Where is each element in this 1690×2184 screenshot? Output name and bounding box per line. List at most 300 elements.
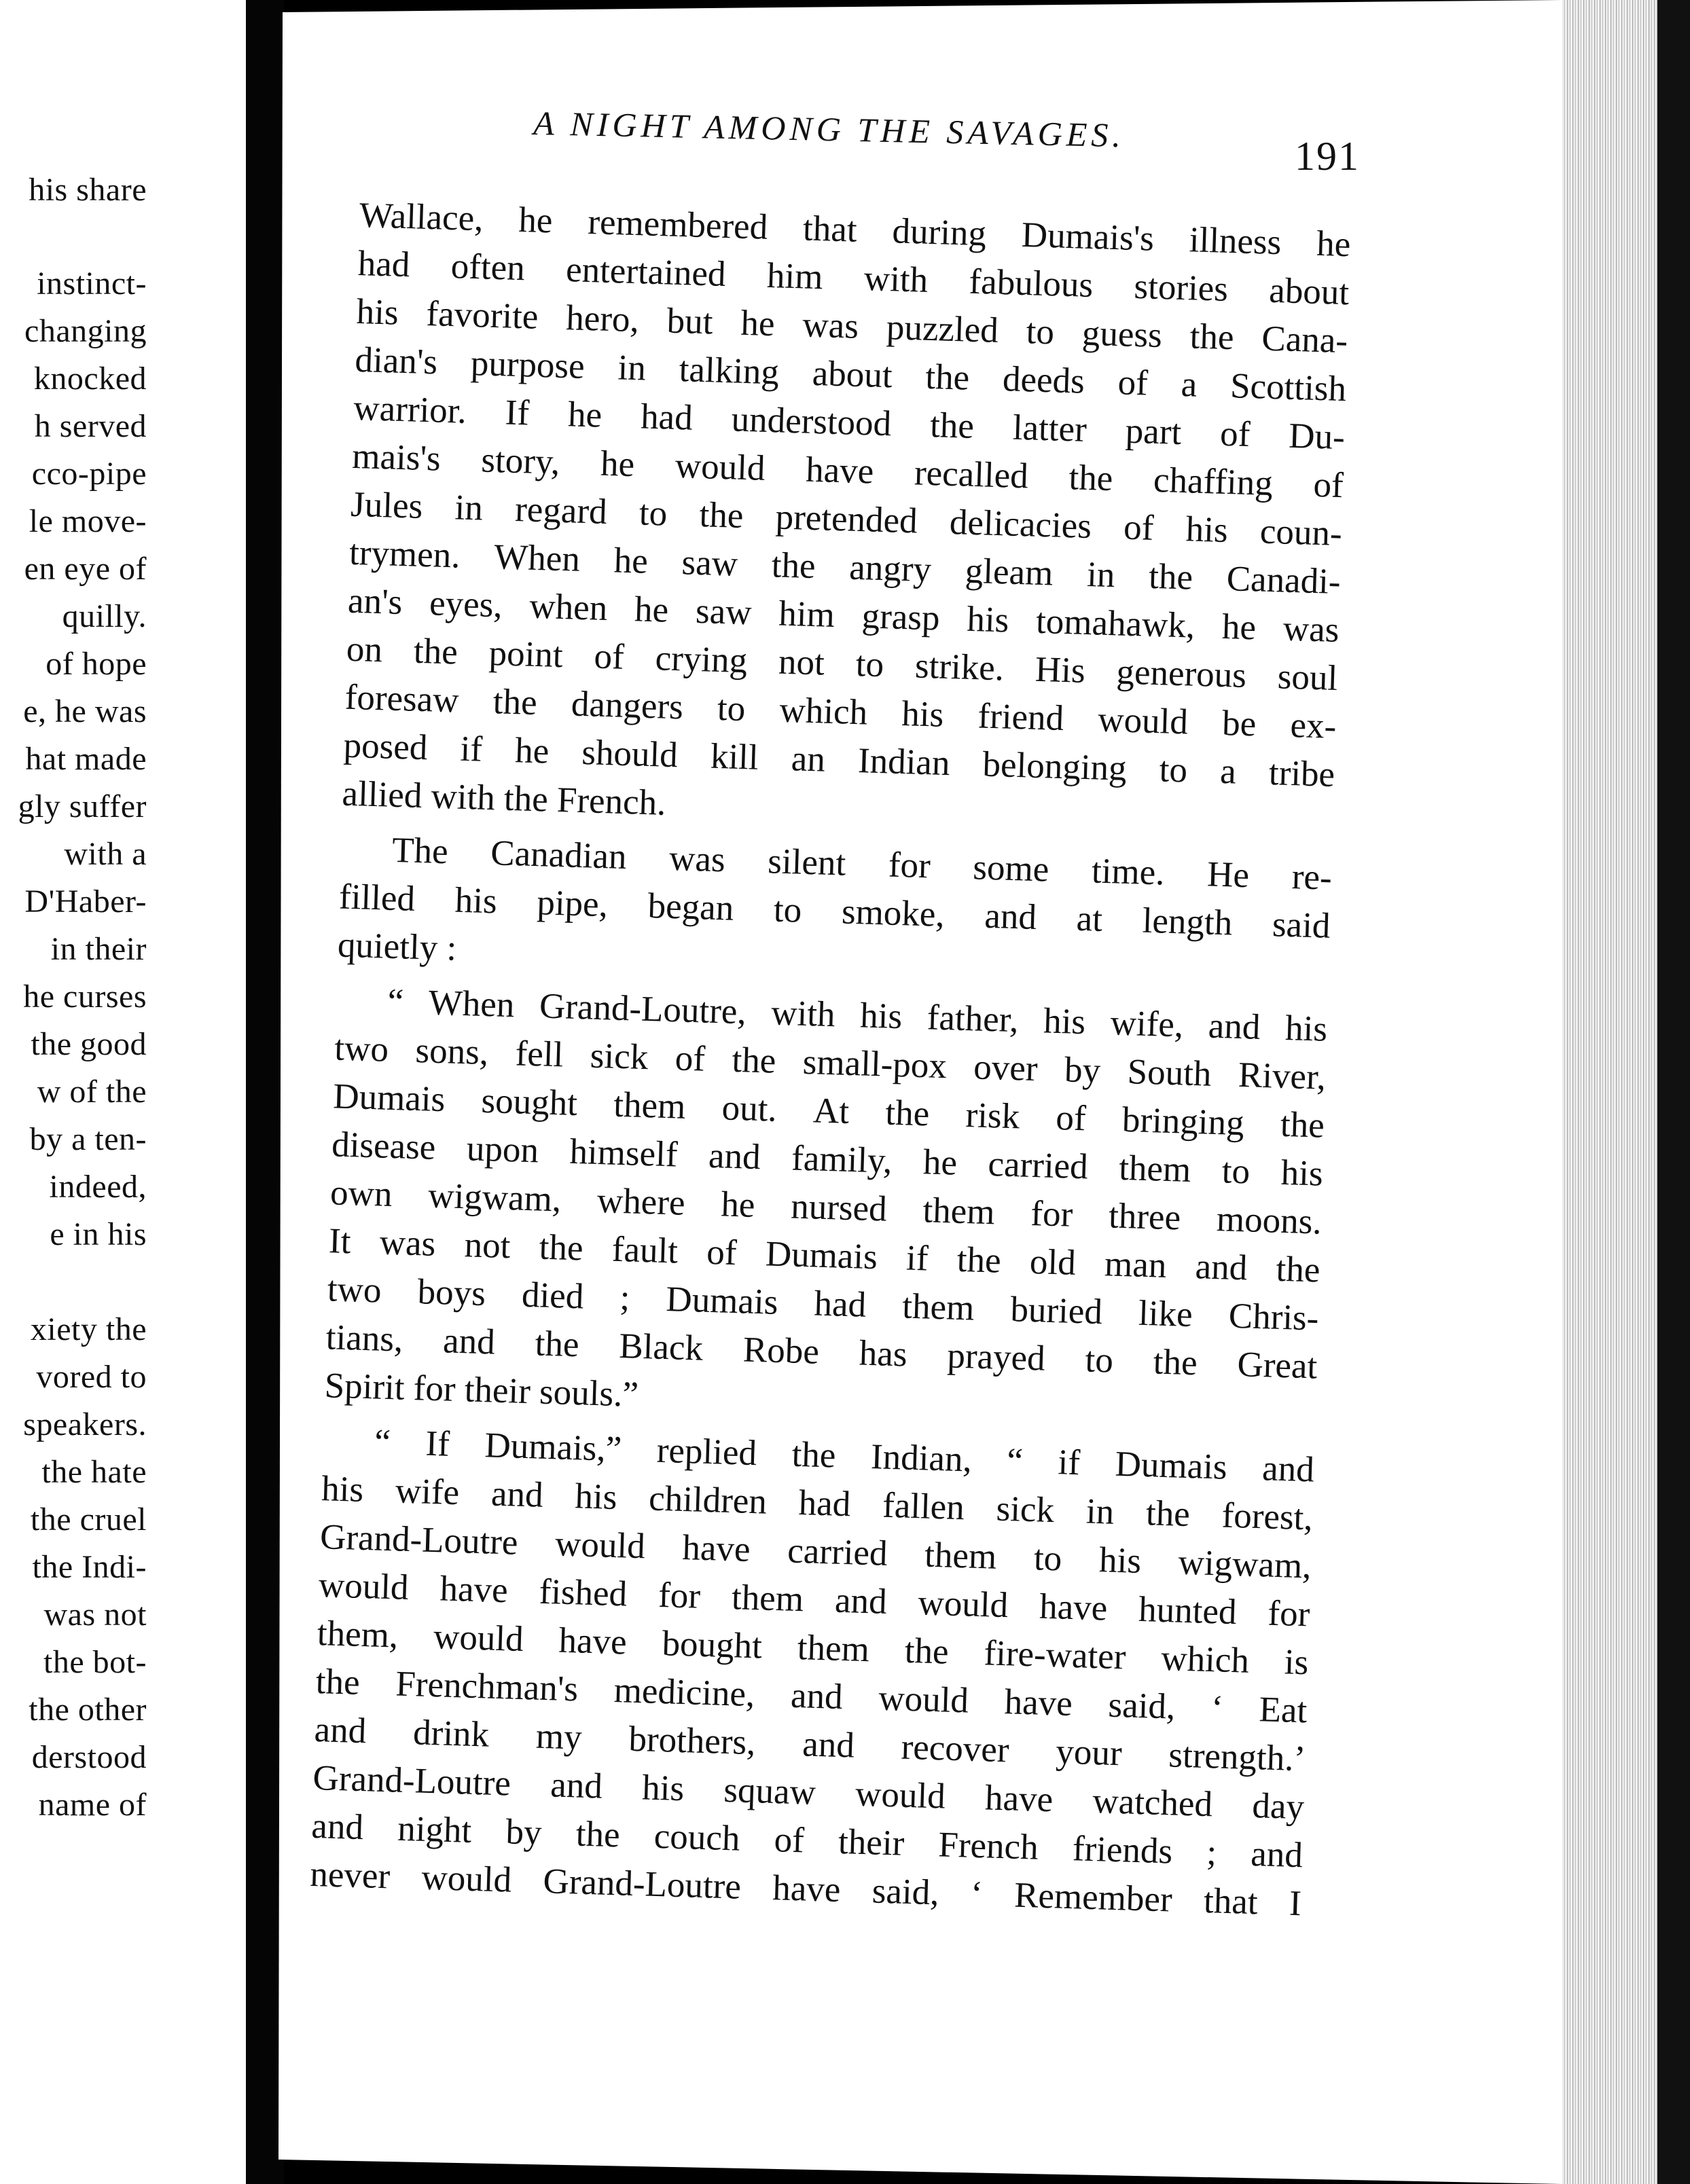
word: the — [1275, 1249, 1321, 1290]
word: dian's — [354, 340, 438, 382]
word: sick — [995, 1489, 1055, 1531]
word: he — [514, 731, 550, 771]
word: man — [1104, 1244, 1168, 1286]
word: father, — [926, 998, 1020, 1040]
word: small-pox — [802, 1042, 948, 1087]
word: would — [855, 1774, 946, 1817]
word: to — [855, 644, 884, 685]
word: of — [1055, 1098, 1087, 1139]
word: to — [1158, 750, 1188, 790]
word: to — [1084, 1340, 1114, 1381]
word: and — [790, 1675, 844, 1717]
word: was — [802, 305, 859, 346]
word: himself — [569, 1131, 679, 1175]
word: my — [535, 1716, 583, 1758]
facing-page-line: cco-pipe — [31, 456, 147, 492]
word: for — [1267, 1593, 1311, 1635]
word: bought — [661, 1624, 763, 1667]
word: sought — [480, 1080, 578, 1124]
word: story, — [480, 440, 561, 482]
facing-page-line: changing — [24, 313, 147, 349]
word: When — [428, 983, 516, 1025]
word: by — [1064, 1050, 1102, 1091]
word: Scottish — [1229, 366, 1347, 410]
word: night — [397, 1808, 473, 1851]
word: he — [613, 541, 649, 581]
word: tribe — [1268, 753, 1335, 795]
word: day — [1251, 1786, 1305, 1827]
word: where — [596, 1181, 686, 1223]
word: the — [1145, 1493, 1191, 1535]
word: Grand-Loutre — [319, 1517, 519, 1563]
book-gutter — [246, 0, 284, 2184]
word: in — [1085, 1491, 1115, 1532]
word: of — [1312, 465, 1344, 506]
word: Grand-Loutre — [542, 1861, 742, 1907]
word: with — [863, 259, 929, 300]
word: his — [321, 1469, 365, 1510]
word: out. — [721, 1088, 778, 1129]
word: drink — [412, 1713, 490, 1755]
word: the — [924, 357, 971, 398]
word: he — [600, 443, 635, 485]
word: and — [490, 1474, 544, 1515]
word: the — [770, 545, 816, 587]
facing-page-line: instinct- — [37, 266, 147, 302]
facing-page-line: gly suffer — [18, 788, 147, 824]
word: squaw — [723, 1770, 816, 1813]
word: and — [310, 1806, 364, 1848]
word: boys — [416, 1272, 486, 1314]
facing-page-line: the bot- — [43, 1644, 147, 1680]
facing-page-line: the hate — [41, 1454, 147, 1490]
word: “ — [386, 981, 405, 1022]
facing-page-line: hat made — [25, 741, 147, 777]
word: was — [668, 838, 726, 880]
text-line: quietly : — [337, 925, 458, 968]
word: Frenchman's — [395, 1664, 579, 1709]
word: of — [1219, 414, 1251, 455]
word: grasp — [861, 596, 941, 638]
word: Canadian — [490, 833, 628, 877]
word: fished — [538, 1571, 628, 1614]
word: disease — [331, 1125, 437, 1167]
word: them — [731, 1578, 804, 1620]
word: to — [1033, 1538, 1063, 1579]
word: of — [773, 1820, 805, 1861]
word: and — [708, 1135, 761, 1178]
word: on — [346, 629, 383, 670]
word: and — [313, 1710, 367, 1751]
text-line: Spirit for their souls.” — [323, 1366, 639, 1415]
word: a — [1219, 751, 1237, 792]
word: his — [1043, 1001, 1086, 1042]
word: wife, — [1109, 1003, 1185, 1045]
word: dangers — [571, 684, 684, 727]
word: his — [966, 599, 1010, 640]
word: an's — [347, 581, 403, 623]
word: ex- — [1289, 705, 1337, 746]
word: fallen — [882, 1485, 965, 1528]
word: and — [834, 1580, 888, 1622]
word: gleam — [965, 551, 1054, 594]
word: the — [1068, 458, 1114, 499]
word: soul — [1277, 657, 1339, 698]
word: belonging — [982, 744, 1128, 788]
word: Remember — [1013, 1875, 1173, 1920]
word: would — [878, 1678, 969, 1721]
word: his — [641, 1768, 685, 1809]
word: saw — [681, 543, 738, 584]
running-title: A NIGHT AMONG THE SAVAGES. — [533, 103, 1126, 155]
word: Great — [1236, 1345, 1318, 1387]
word: I — [1289, 1883, 1302, 1924]
word: an — [791, 739, 826, 780]
word: French — [937, 1825, 1039, 1868]
word: the — [315, 1662, 361, 1703]
page-number: 191 — [1295, 134, 1360, 179]
word: would — [420, 1857, 512, 1900]
word: never — [309, 1854, 391, 1897]
word: the — [538, 1227, 584, 1269]
facing-page-line: en eye of — [24, 551, 147, 587]
word: Dumais — [765, 1234, 878, 1277]
word: the — [731, 1040, 777, 1081]
word: like — [1138, 1293, 1193, 1335]
facing-page-line: speakers. — [23, 1406, 147, 1442]
word: Chris- — [1228, 1296, 1320, 1339]
word: remembered — [587, 202, 769, 247]
word: strike. — [914, 646, 1005, 689]
facing-page-line: indeed, — [49, 1169, 147, 1205]
word: favorite — [425, 293, 539, 337]
word: have — [805, 450, 875, 492]
word: which — [1160, 1638, 1250, 1681]
word: the — [903, 1631, 950, 1672]
word: the — [929, 405, 975, 446]
word: time. — [1091, 851, 1166, 893]
word: guess — [1081, 313, 1163, 356]
word: should — [581, 733, 679, 776]
word: his — [901, 694, 945, 735]
facing-page-line: in their — [50, 931, 147, 967]
word: Robe — [742, 1330, 820, 1372]
word: ‘ — [970, 1874, 984, 1914]
word: for — [888, 845, 931, 886]
word: had — [640, 397, 694, 438]
word: of — [1123, 507, 1155, 548]
word: said, — [871, 1871, 940, 1913]
word: the — [413, 631, 459, 672]
word: his — [355, 291, 399, 333]
facing-page-line: name of — [38, 1787, 147, 1823]
word: them — [901, 1286, 975, 1328]
word: Dumais's — [1021, 215, 1155, 259]
word: wife — [395, 1471, 461, 1513]
word: Dumais — [332, 1076, 446, 1120]
word: Grand-Loutre — [312, 1758, 511, 1804]
word: in — [454, 488, 484, 528]
word: nursed — [790, 1186, 888, 1229]
word: re- — [1291, 857, 1333, 898]
word: recover — [900, 1727, 1010, 1770]
word: bringing — [1121, 1099, 1245, 1144]
word: a — [1180, 364, 1198, 405]
word: had — [357, 243, 411, 285]
word: have — [558, 1620, 628, 1662]
facing-page-line: w of the — [37, 1074, 147, 1110]
word: them — [924, 1535, 998, 1577]
word: said, — [1107, 1685, 1176, 1727]
word: would — [433, 1617, 524, 1660]
word: him — [766, 255, 824, 297]
word: them — [797, 1628, 870, 1670]
word: have — [772, 1868, 842, 1910]
word: forest, — [1221, 1495, 1314, 1538]
word: hero, — [565, 298, 640, 340]
word: Cana- — [1261, 318, 1348, 361]
word: would — [917, 1583, 1009, 1626]
word: if — [905, 1238, 929, 1279]
word: puzzled — [886, 308, 999, 350]
word: he — [634, 589, 670, 630]
word: generous — [1115, 652, 1247, 696]
word: his — [1185, 509, 1229, 551]
word: of — [706, 1232, 738, 1273]
word: entertained — [565, 250, 727, 295]
word: him — [778, 594, 835, 635]
word: but — [666, 301, 714, 342]
facing-page-line: D'Haber- — [24, 884, 147, 920]
word: His — [1035, 649, 1086, 691]
word: carried — [987, 1144, 1089, 1187]
word: old — [1029, 1241, 1077, 1283]
word: Black — [618, 1326, 704, 1368]
word: at — [1075, 898, 1103, 939]
word: Dumais — [665, 1279, 779, 1322]
word: point — [488, 633, 564, 676]
word: to — [639, 493, 668, 534]
facing-page-line: e, he was — [23, 693, 147, 729]
word: the — [534, 1324, 580, 1365]
word: would — [675, 445, 766, 488]
word: is — [1284, 1642, 1310, 1683]
word: the — [698, 495, 744, 536]
word: mais's — [351, 436, 442, 479]
word: foresaw — [344, 677, 460, 721]
word: deeds — [1002, 359, 1085, 401]
word: At — [812, 1091, 850, 1131]
word: of — [674, 1038, 706, 1079]
word: the — [575, 1814, 621, 1855]
word: Canadi- — [1225, 559, 1342, 602]
word: your — [1055, 1732, 1123, 1774]
word: over — [973, 1047, 1039, 1089]
facing-page-line: h served — [34, 408, 147, 444]
word: and — [1208, 1006, 1261, 1047]
word: two — [327, 1269, 382, 1311]
word: some — [972, 848, 1050, 890]
word: friends — [1072, 1829, 1173, 1872]
word: own — [329, 1173, 393, 1215]
word: River, — [1238, 1055, 1327, 1097]
word: silent — [767, 841, 847, 884]
word: When — [493, 537, 581, 579]
facing-page-line: quilly. — [62, 598, 147, 634]
word: of — [593, 636, 625, 677]
word: warrior. — [353, 388, 467, 431]
facing-page-line: he curses — [23, 979, 147, 1015]
word: in — [617, 348, 647, 388]
word: pipe, — [536, 883, 609, 925]
word: if — [459, 729, 483, 769]
word: for — [1030, 1193, 1074, 1235]
facing-page-line: e in his — [50, 1216, 147, 1252]
word: tians, — [325, 1317, 404, 1360]
facing-page-line: knocked — [33, 361, 147, 397]
facing-page-line: the cruel — [30, 1502, 147, 1537]
word: that — [802, 208, 858, 250]
word: coun- — [1259, 511, 1343, 554]
word: his — [859, 996, 903, 1037]
word: not — [778, 642, 825, 683]
word: have — [439, 1569, 509, 1611]
facing-page-line: xiety the — [30, 1311, 147, 1347]
body-text — [309, 192, 1351, 1928]
word: he — [740, 303, 776, 344]
word: was — [1282, 608, 1340, 651]
word: has — [859, 1333, 908, 1375]
word: to — [717, 688, 747, 729]
facing-page-line: derstood — [31, 1739, 147, 1775]
word: by — [505, 1812, 543, 1853]
word: fire-water — [983, 1633, 1127, 1677]
word: their — [838, 1821, 905, 1863]
facing-page-line: was not — [43, 1597, 147, 1633]
word: and — [802, 1724, 855, 1766]
word: began — [647, 886, 735, 928]
word: buried — [1009, 1290, 1103, 1332]
word: pretended — [774, 497, 918, 541]
word: would — [554, 1524, 646, 1567]
word: have — [1003, 1682, 1073, 1724]
word: Jules — [350, 484, 424, 526]
word: he — [518, 200, 554, 241]
facing-page-line: of hope — [46, 646, 147, 682]
word: sick — [590, 1036, 649, 1078]
word: had — [813, 1284, 867, 1325]
word: the — [1148, 556, 1193, 598]
word: moons. — [1216, 1199, 1323, 1242]
word: had — [797, 1483, 852, 1525]
word: that — [1203, 1880, 1259, 1923]
word: Wallace, — [359, 195, 484, 239]
word: said — [1272, 905, 1331, 946]
word: his — [1280, 1152, 1324, 1194]
word: understood — [730, 399, 893, 444]
word: them — [613, 1085, 687, 1127]
facing-page-line: the good — [31, 1026, 147, 1062]
word: he — [567, 395, 603, 435]
facing-page-line: his share — [29, 172, 147, 208]
word: tomahawk, — [1035, 601, 1196, 646]
word: length — [1141, 900, 1234, 943]
word: the — [1153, 1342, 1198, 1383]
word: brothers, — [628, 1719, 757, 1763]
word: crying — [654, 638, 748, 681]
word: delicacies — [949, 502, 1092, 547]
word: and — [1250, 1834, 1304, 1876]
scan-border — [1657, 0, 1690, 2184]
word: about — [1268, 270, 1350, 313]
word: them — [922, 1190, 996, 1233]
word: stories — [1133, 266, 1229, 309]
word: died — [521, 1275, 585, 1317]
word: part — [1124, 411, 1183, 453]
word: his — [574, 1476, 618, 1518]
word: have — [1039, 1586, 1109, 1628]
facing-page-line: le move- — [29, 503, 147, 539]
word: fell — [514, 1034, 564, 1075]
word: fabulous — [968, 261, 1094, 306]
word: his — [1098, 1540, 1142, 1581]
word: he — [922, 1142, 958, 1183]
word: the — [1189, 316, 1235, 358]
word: and — [550, 1765, 603, 1806]
word: he — [1316, 223, 1352, 265]
word: about — [811, 353, 893, 396]
word: the — [492, 682, 538, 723]
word: talking — [678, 350, 780, 393]
word: family, — [791, 1138, 893, 1181]
word: Dumais,” — [484, 1425, 623, 1470]
word: often — [450, 247, 526, 289]
word: saw — [695, 591, 753, 633]
word: them, — [317, 1614, 399, 1656]
word: the — [791, 1434, 837, 1476]
word: replied — [656, 1430, 757, 1474]
word: angry — [848, 547, 932, 590]
word: and — [442, 1321, 496, 1362]
word: chaffing — [1153, 460, 1274, 504]
word: Indian, — [870, 1437, 973, 1480]
word: and — [1261, 1449, 1315, 1490]
text-line: allied with the French. — [341, 774, 667, 823]
word: posed — [342, 725, 429, 768]
word: carried — [787, 1531, 888, 1573]
word: them — [1118, 1148, 1192, 1190]
word: was — [379, 1222, 437, 1264]
word: friend — [977, 696, 1064, 739]
word: his — [454, 880, 498, 922]
word: of — [1117, 363, 1149, 403]
facing-page-line: vored to — [36, 1359, 147, 1395]
word: If — [425, 1423, 450, 1464]
word: if — [1057, 1442, 1081, 1483]
word: with — [770, 993, 836, 1035]
facing-page — [0, 0, 246, 2184]
word: the — [884, 1093, 931, 1134]
word: have — [984, 1778, 1054, 1820]
word: he — [1221, 606, 1257, 648]
word: ‘ — [1210, 1688, 1224, 1728]
word: to — [1025, 312, 1055, 352]
word: hunted — [1138, 1589, 1238, 1633]
word: watched — [1092, 1781, 1213, 1825]
word: the — [1280, 1104, 1325, 1146]
facing-page-line: by a ten- — [29, 1121, 147, 1157]
facing-page-line: the Indi- — [32, 1549, 147, 1585]
